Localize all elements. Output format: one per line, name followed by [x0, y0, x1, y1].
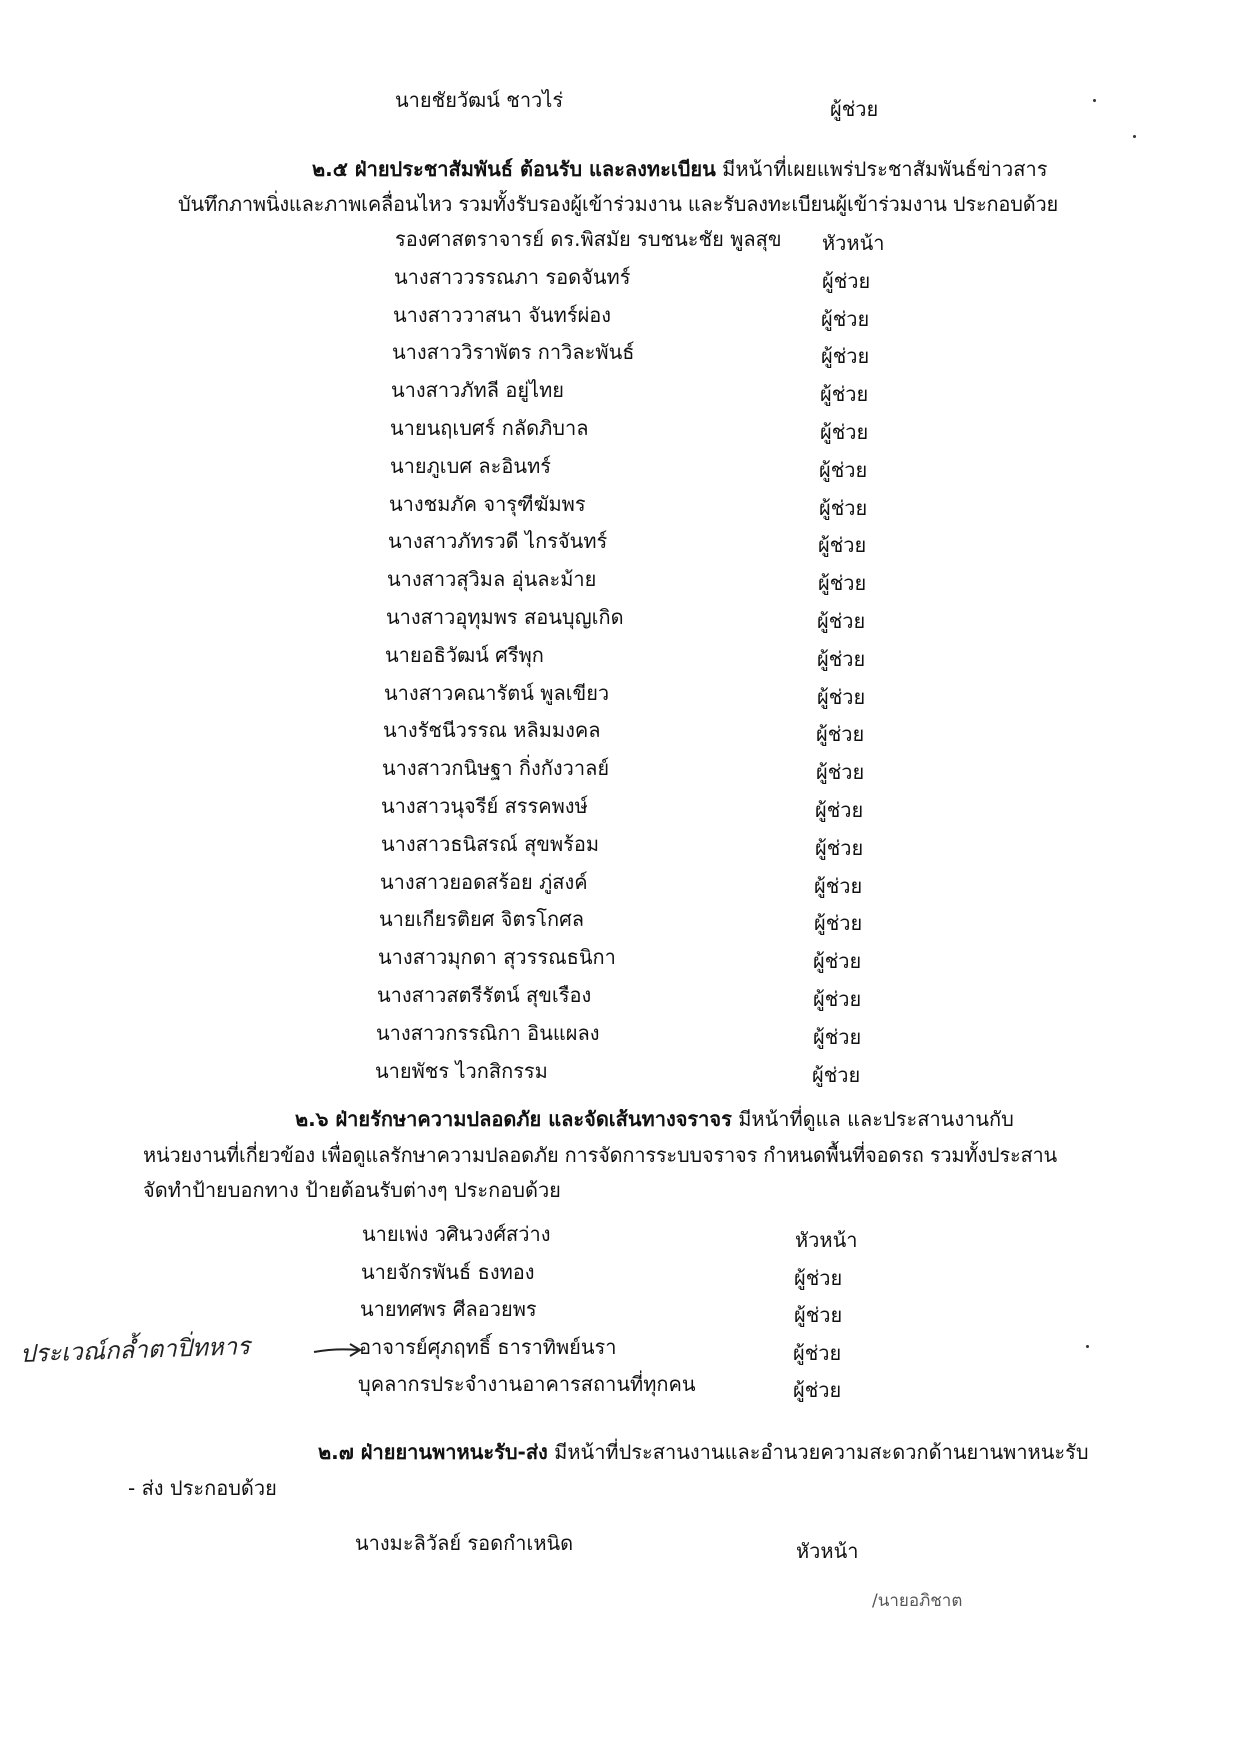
member-role: ผู้ช่วย [817, 684, 866, 709]
member-role: ผู้ช่วย [817, 646, 866, 671]
member-role: ผู้ช่วย [815, 835, 864, 860]
member-name: นายนฤเบศร์ กลัดภิบาล [390, 416, 589, 440]
section-2-6-title: ๒.๖ ฝ่ายรักษาความปลอดภัย และจัดเส้นทางจราจร [295, 1107, 732, 1131]
section-2-5-title: ๒.๕ ฝ่ายประชาสัมพันธ์ ต้อนรับ และลงทะเบียน [312, 157, 716, 181]
section-2-6-heading [295, 1105, 1014, 1133]
member-name: นายอธิวัฒน์ ศรีพุก [385, 642, 544, 667]
member-role: ผู้ช่วย [813, 987, 862, 1011]
member-name: นางสาวมุกดา สุวรรณธนิกา [378, 945, 616, 970]
member-name: นางสาวสุวิมล อุ่นละม้าย [387, 567, 597, 592]
section-2-5-desc: บันทึกภาพนิ่งและภาพเคลื่อนไหว รวมทั้งรับรองผู้เข้าร่วมงาน และรับลงทะเบียนผู้เข้าร่วมงาน ประกอบด้วย [178, 192, 1059, 216]
member-role: ผู้ช่วย [821, 344, 870, 369]
arrow-icon [312, 1340, 364, 1360]
member-role: ผู้ช่วย [814, 873, 863, 898]
member-role: ผู้ช่วย [820, 382, 869, 407]
member-name: นางสาววรรณภา รอดจันทร์ [394, 264, 631, 289]
member-name: นายชัยวัฒน์ ชาวไร่ [395, 88, 564, 112]
member-name: นางสาวภัทลี อยู่ไทย [391, 378, 565, 403]
member-name: นายเกียรติยศ จิตรโกศล [379, 907, 585, 932]
member-name: นางสาวคณารัตน์ พูลเขียว [384, 680, 610, 705]
member-role: ผู้ช่วย [794, 1303, 843, 1327]
member-name: นางสาวภัทรวดี ไกรจันทร์ [388, 529, 608, 554]
member-role: ผู้ช่วย [812, 1062, 861, 1087]
member-name: นายจักรพันธ์ ธงทอง [361, 1259, 535, 1284]
member-role: ผู้ช่วย [793, 1378, 842, 1402]
handwritten-note: ประเวณ์กล้ำตาปิ่ทหาร [19, 1331, 251, 1369]
member-role: หัวหน้า [795, 1228, 858, 1252]
member-name: นางรัชนีวรรณ หลิมมงคล [383, 718, 601, 743]
section-2-5-heading [312, 155, 1047, 183]
scan-speck [1133, 135, 1136, 138]
member-name: นางสาวยอดสร้อย ภู่สงค์ [380, 869, 588, 894]
section-2-5-duty: มีหน้าที่เผยแพร่ประชาสัมพันธ์ข่าวสาร [715, 157, 1048, 181]
member-role: ผู้ช่วย [818, 571, 867, 596]
section-2-7-duty: มีหน้าที่ประสานงานและอำนวยความสะดวกด้านยานพาหนะรับ [547, 1440, 1089, 1464]
section-2-7-title: ๒.๗ ฝ่ายยานพาหนะรับ-ส่ง [318, 1440, 548, 1464]
member-name: นางสาวอุทุมพร สอนบุญเกิด [386, 605, 624, 629]
member-role: ผู้ช่วย [817, 609, 866, 633]
member-name: นางสาวกรรณิกา อินแผลง [376, 1020, 600, 1045]
member-name: นางสาวนุจรีย์ สรรคพงษ์ [381, 794, 588, 818]
member-name: นางสาวกนิษฐา กิ่งกังวาลย์ [382, 756, 610, 781]
member-role: ผู้ช่วย [830, 97, 879, 121]
member-name: รองศาสตราจารย์ ดร.พิสมัย รบชนะชัย พูลสุข [395, 227, 782, 251]
member-role: ผู้ช่วย [814, 911, 863, 936]
member-name: อาจารย์ศุภฤทธิ์ ธาราทิพย์นรา [359, 1334, 617, 1359]
member-name: บุคลากรประจำงานอาคารสถานที่ทุกคน [358, 1372, 696, 1396]
member-role: ผู้ช่วย [813, 1024, 862, 1049]
section-2-6-duty: มีหน้าที่ดูแล และประสานงานกับ [731, 1107, 1014, 1131]
member-name: นายเพ่ง วศินวงศ์สว่าง [362, 1222, 551, 1246]
member-role: หัวหน้า [796, 1539, 859, 1563]
member-role: ผู้ช่วย [794, 1265, 843, 1290]
member-name: นายภูเบศ ละอินทร์ [390, 453, 551, 478]
scan-speck [1086, 1345, 1089, 1348]
member-name: นางสาวธนิสรณ์ สุขพร้อม [381, 831, 600, 856]
member-role: ผู้ช่วย [821, 306, 870, 331]
member-name: นายทศพร ศีลอวยพร [360, 1297, 537, 1321]
member-role: ผู้ช่วย [816, 760, 865, 785]
member-name: นายพัชร ไวกสิกรรม [375, 1058, 548, 1083]
section-2-6-desc-2: จัดทำป้ายบอกทาง ป้ายต้อนรับต่างๆ ประกอบด้วย [143, 1178, 561, 1202]
member-name: นางชมภัค จารุฑีฆัมพร [389, 491, 586, 516]
member-role: ผู้ช่วย [813, 949, 862, 974]
member-role: ผู้ช่วย [822, 268, 871, 293]
section-2-6-desc-1: หน่วยงานที่เกี่ยวข้อง เพื่อดูแลรักษาความปลอดภัย การจัดการระบบจราจร กำหนดพื้นที่จอดรถ รวมทั้งประสาน [143, 1143, 1058, 1167]
section-2-7-heading [318, 1438, 1089, 1466]
member-role: ผู้ช่วย [818, 533, 867, 558]
member-name: นางมะลิวัลย์ รอดกำเหนิด [355, 1531, 574, 1555]
member-name: นางสาวสตรีรัตน์ สุขเรือง [377, 983, 592, 1007]
scan-speck [1093, 99, 1096, 102]
member-name: นางสาววาสนา จันทร์ผ่อง [393, 302, 612, 327]
member-name: นางสาววิราพัตร กาวิละพันธ์ [392, 340, 635, 365]
member-role: หัวหน้า [822, 231, 885, 255]
section-2-7-desc: - ส่ง ประกอบด้วย [128, 1476, 277, 1500]
member-role: ผู้ช่วย [815, 798, 864, 822]
member-role: ผู้ช่วย [819, 495, 868, 520]
member-role: ผู้ช่วย [816, 722, 865, 747]
continuation-marker: /นายอภิชาต [872, 1591, 963, 1611]
member-role: ผู้ช่วย [819, 457, 868, 482]
member-role: ผู้ช่วย [820, 420, 869, 444]
member-role: ผู้ช่วย [793, 1340, 842, 1365]
